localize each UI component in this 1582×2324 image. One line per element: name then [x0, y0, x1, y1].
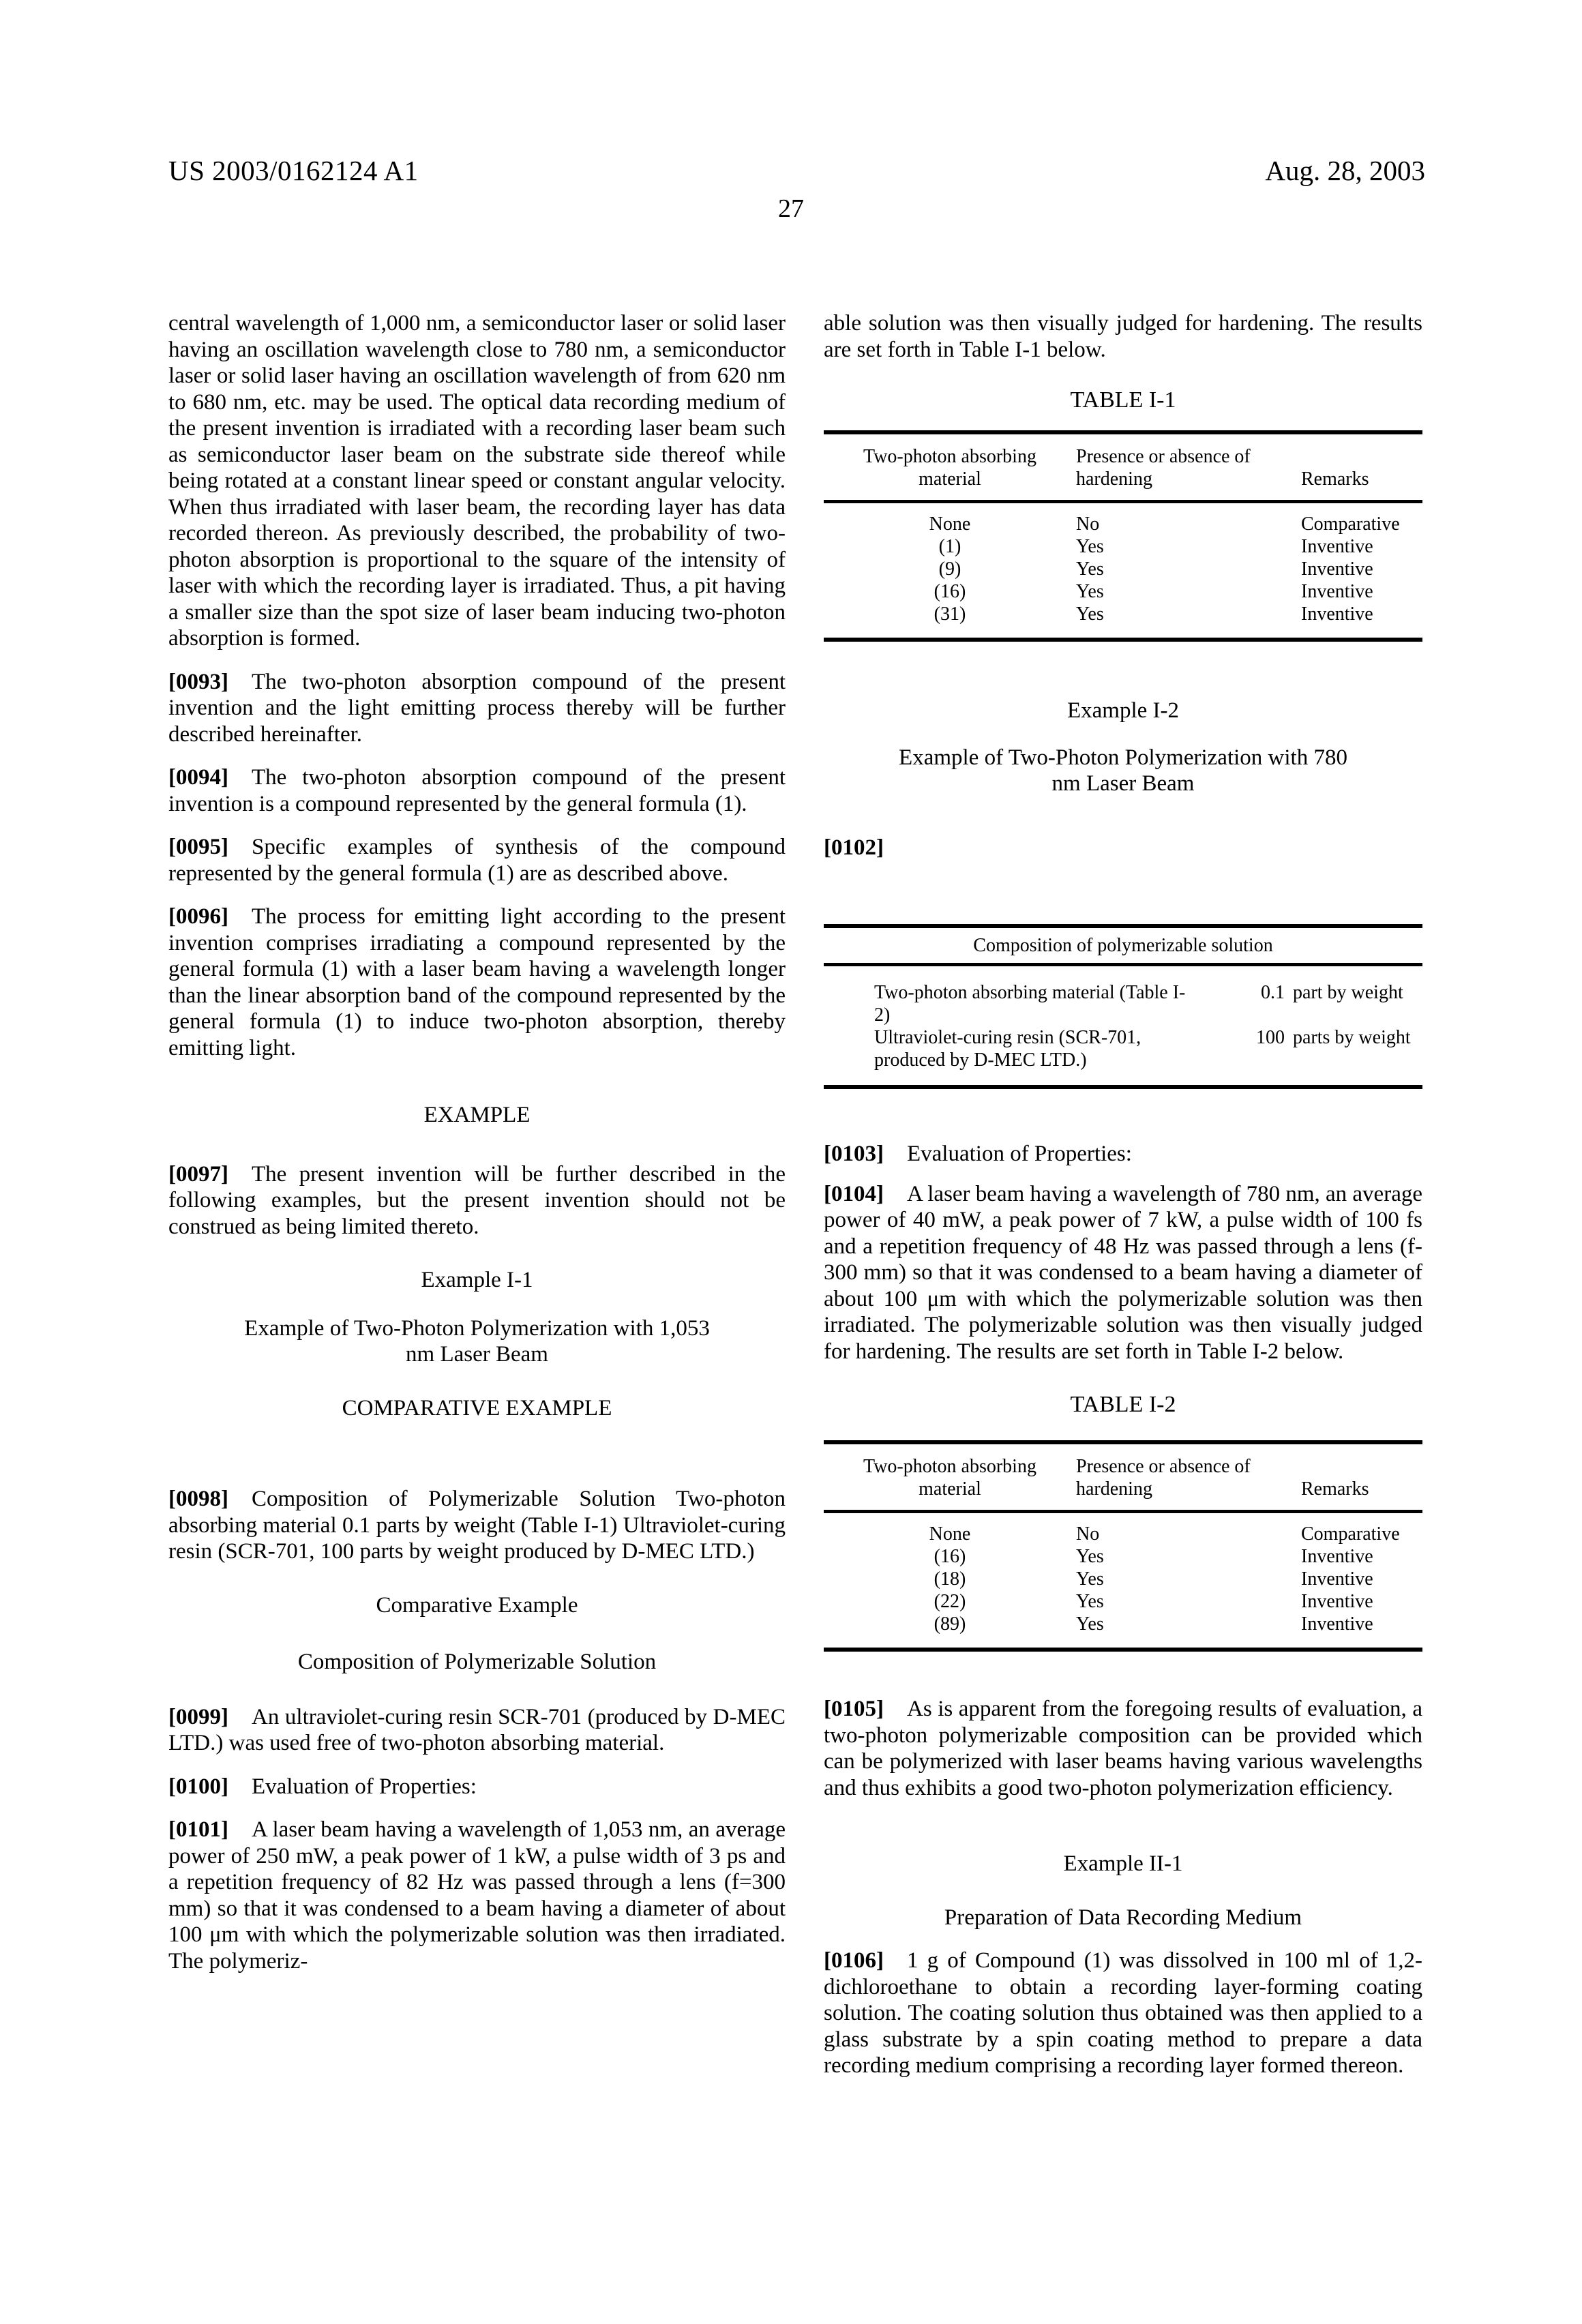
- paragraph-text: The process for emitting light according to the present invention comprises irradiating a compound represented by the general formula (1) with a laser beam having a wavelength longer than the linear absorption band of the compound represented by the general formula (1) to induce two-photon absorption, thereby emitting light.: [168, 904, 786, 1060]
- table-cell-material: (16): [934, 1546, 966, 1567]
- table-cell-remarks: Inventive: [1301, 1546, 1373, 1567]
- example-i2-subheading: [824, 745, 1422, 797]
- composition-unit: part by weight: [1293, 982, 1403, 1003]
- table-cell-remarks: Inventive: [1301, 558, 1373, 580]
- paragraph-0102: [824, 835, 1422, 861]
- subheading-line: Example of Two-Photon Polymerization with 780: [899, 745, 1347, 770]
- composition-label: Two-photon absorbing material (Table I-2): [874, 982, 1186, 1026]
- table-cell-hardening: Yes: [1076, 604, 1104, 625]
- table-cell-material: (18): [934, 1568, 966, 1590]
- paragraph-0106: [824, 1948, 1422, 2079]
- paragraph-text: As is apparent from the foregoing results of evaluation, a two-photon polymerizable composition can be provided which can be polymerized with laser beams having various wavelengths and thus exhibits a good two-photon polymerization efficiency.: [824, 1697, 1422, 1800]
- table-cell-remarks: Inventive: [1301, 604, 1373, 625]
- table-row: [824, 603, 1422, 625]
- paragraph-0104: [824, 1181, 1422, 1365]
- paragraph-text: Evaluation of Properties:: [251, 1774, 477, 1799]
- composition-value: [1247, 1026, 1411, 1049]
- paragraph-text: An ultraviolet-curing resin SCR-701 (produced by D-MEC LTD.) was used free of two-photon absorbing material.: [168, 1704, 786, 1755]
- table-cell-material: (16): [934, 581, 966, 602]
- paragraph-tag: [0104]: [824, 1181, 884, 1206]
- paragraph-tag: [0103]: [824, 1142, 884, 1166]
- paragraph-0105: [824, 1696, 1422, 1801]
- paragraph-text: The two-photon absorption compound of the present invention and the light emitting process thereby will be further described hereinafter.: [168, 669, 786, 747]
- table-i1: [824, 430, 1422, 642]
- table-cell-hardening: No: [1076, 1523, 1100, 1545]
- table-cell-hardening: No: [1076, 513, 1100, 535]
- paragraph-0097: [168, 1161, 786, 1240]
- comparative-example-heading: COMPARATIVE EXAMPLE: [342, 1395, 612, 1420]
- table-cell-hardening: Yes: [1076, 1546, 1104, 1567]
- table-cell-hardening: Yes: [1076, 581, 1104, 602]
- table-i2-header-col3: Remarks: [1301, 1478, 1369, 1500]
- table-cell-hardening: Yes: [1076, 1591, 1104, 1612]
- paragraph-0100: [168, 1774, 786, 1800]
- subheading-line: nm Laser Beam: [1051, 771, 1195, 796]
- table-i2-title: TABLE I-2: [1070, 1392, 1176, 1417]
- table-row: [824, 1613, 1422, 1635]
- paragraph-text: Specific examples of synthesis of the compound represented by the general formula (1) are as described above.: [168, 835, 786, 886]
- paragraph-tag: [0096]: [168, 904, 228, 929]
- paragraph-tag: [0095]: [168, 835, 228, 859]
- paragraph-tag: [0093]: [168, 669, 228, 694]
- composition-label: Ultraviolet-curing resin (SCR-701, produced by D-MEC LTD.): [874, 1027, 1141, 1071]
- table-i2-header-row: [824, 1444, 1422, 1513]
- example-i1-heading: Example I-1: [421, 1268, 533, 1292]
- table-i2: [824, 1440, 1422, 1652]
- paragraph-0095: [168, 834, 786, 887]
- table-cell-material: (89): [934, 1613, 966, 1635]
- paragraph-tag: [0094]: [168, 765, 228, 790]
- paragraph-tag: [0105]: [824, 1697, 884, 1721]
- subheading-line: Example of Two-Photon Polymerization with 1,053: [244, 1315, 710, 1341]
- table-cell-remarks: Inventive: [1301, 1568, 1373, 1590]
- example-i2-heading: Example I-2: [1066, 698, 1180, 723]
- paragraph-0096: [168, 904, 786, 1061]
- comparative-example-subheading: Comparative Example: [376, 1592, 578, 1618]
- example-i1-subheading: [168, 1315, 786, 1368]
- paragraph-text: A laser beam having a wavelength of 780 nm, an average power of 40 mW, a peak power of 7 kW, a pulse width of 100 fs and a repetition frequency of 48 Hz was passed through a lens (f-300 mm) so that it was condensed to a beam having a diameter of about 100 μm with which the polymerizable solution was then irradiated. The polymerizable solution was then visually judged for hardening. The results are set forth in Table I-2 below.: [824, 1181, 1422, 1364]
- composition-table-body: [824, 966, 1422, 1085]
- table-i1-header-col3: Remarks: [1301, 468, 1369, 490]
- page-number: 27: [778, 194, 804, 223]
- table-cell-material: (9): [938, 558, 961, 580]
- table-i1-body: [824, 503, 1422, 638]
- table-cell-hardening: Yes: [1076, 558, 1104, 580]
- table-row: [824, 513, 1422, 535]
- table-i1-header-col2: Presence or absence of hardening: [1076, 446, 1251, 490]
- table-row: [824, 1568, 1422, 1590]
- table-row: [824, 1523, 1422, 1545]
- example-ii1-heading: Example II-1: [1063, 1851, 1183, 1876]
- table-cell-material: (1): [938, 536, 961, 557]
- table-cell-material: (31): [934, 604, 966, 625]
- paragraph-text: Composition of Polymerizable Solution Two-photon absorbing material 0.1 parts by weight (Table I-1) Ultraviolet-curing resin (SCR-701, 100 parts by weight produced by D-MEC LTD.): [168, 1487, 786, 1564]
- table-cell-remarks: Comparative: [1301, 1523, 1400, 1545]
- paragraph-0098: [168, 1486, 786, 1565]
- composition-table-caption: Composition of polymerizable solution: [824, 928, 1422, 966]
- composition-unit: parts by weight: [1293, 1027, 1411, 1048]
- paragraph-0103: [824, 1141, 1422, 1167]
- table-cell-remarks: Comparative: [1301, 513, 1400, 535]
- composition-row: [824, 981, 1422, 1026]
- table-row: [824, 1590, 1422, 1613]
- table-cell-material: None: [929, 513, 971, 535]
- composition-solution-heading: Composition of Polymerizable Solution: [297, 1650, 657, 1674]
- table-row: [824, 558, 1422, 580]
- paragraph-text: 1 g of Compound (1) was dissolved in 100 ml of 1,2-dichloroethane to obtain a recording layer-forming coating solution. The coating solution thus obtained was then applied to a glass substrate by a spin coating method to prepare a data recording medium comprising a recording layer formed thereon.: [824, 1948, 1422, 2078]
- subheading-line: nm Laser Beam: [406, 1342, 548, 1367]
- paragraph-tag: [0102]: [824, 835, 884, 860]
- paragraph-tag: [0101]: [168, 1817, 228, 1842]
- paragraph-tag: [0099]: [168, 1704, 228, 1729]
- table-i2-body: [824, 1513, 1422, 1648]
- composition-amount: 100: [1256, 1027, 1285, 1048]
- paragraph-0099: [168, 1704, 786, 1757]
- patent-number: US 2003/0162124 A1: [168, 155, 419, 186]
- paragraph-text: The present invention will be further described in the following examples, but the present invention should not be construed as being limited thereto.: [168, 1161, 786, 1239]
- paragraph-tag: [0106]: [824, 1948, 884, 1973]
- table-cell-material: (22): [934, 1591, 966, 1612]
- table-i1-header-col1: Two-photon absorbing material: [863, 446, 1036, 490]
- table-i1-title: TABLE I-1: [1070, 387, 1176, 413]
- paragraph-0093: [168, 669, 786, 748]
- paragraph-text: Evaluation of Properties:: [906, 1142, 1132, 1166]
- composition-amount: 0.1: [1261, 982, 1285, 1003]
- table-row: [824, 1545, 1422, 1568]
- preparation-heading: Preparation of Data Recording Medium: [944, 1905, 1302, 1930]
- right-column: [824, 310, 1422, 2079]
- paragraph-tag: [0097]: [168, 1161, 228, 1187]
- table-cell-remarks: Inventive: [1301, 1613, 1373, 1635]
- table-row: [824, 580, 1422, 603]
- table-cell-remarks: Inventive: [1301, 1591, 1373, 1612]
- table-i1-header-row: [824, 434, 1422, 503]
- composition-row: [824, 1026, 1422, 1071]
- paragraph-tag: [0098]: [168, 1487, 228, 1511]
- publication-date: Aug. 28, 2003: [1265, 155, 1425, 186]
- composition-value: [1247, 981, 1403, 1004]
- paragraph-text: The two-photon absorption compound of the present invention is a compound represented by the general formula (1).: [168, 765, 786, 816]
- table-i2-header-col1: Two-photon absorbing material: [863, 1456, 1036, 1500]
- left-column: [168, 310, 786, 1974]
- continuation-paragraph: able solution was then visually judged for hardening. The results are set forth in Table I-1 below.: [824, 311, 1422, 362]
- table-cell-remarks: Inventive: [1301, 536, 1373, 557]
- paragraph-0101: [168, 1817, 786, 1974]
- intro-continuation-paragraph: central wavelength of 1,000 nm, a semiconductor laser or solid laser having an oscillation wavelength close to 780 nm, a semiconductor laser or solid laser having an oscillation wavelength of from 620 nm to 680 nm, etc. may be used. The optical data recording medium of the present invention is irradiated with a recording laser beam such as semiconductor laser beam on the substrate side thereof while being rotated at a constant linear speed or constant angular velocity. When thus irradiated with laser beam, the recording layer has data recorded thereon. As previously described, the probability of two-photon absorption is proportional to the square of the intensity of laser with which the recording layer is irradiated. Thus, a pit having a smaller size than the spot size of laser beam inducing two-photon absorption is formed.: [168, 311, 786, 651]
- table-cell-remarks: Inventive: [1301, 581, 1373, 602]
- table-i2-header-col2: Presence or absence of hardening: [1076, 1456, 1251, 1500]
- table-cell-hardening: Yes: [1076, 1613, 1104, 1635]
- composition-table: [824, 924, 1422, 1089]
- table-cell-hardening: Yes: [1076, 1568, 1104, 1590]
- paragraph-text: A laser beam having a wavelength of 1,053 nm, an average power of 250 mW, a peak power of 1 kW, a pulse width of 3 ps and a repetition frequency of 82 Hz was passed through a lens (f=300 mm) so that it was condensed to a beam having a diameter of about 100 μm with which the polymerizable solution was then irradiated. The polymeriz-: [168, 1817, 786, 1973]
- paragraph-0094: [168, 764, 786, 817]
- example-section-heading: EXAMPLE: [423, 1103, 531, 1127]
- table-row: [824, 535, 1422, 558]
- table-cell-hardening: Yes: [1076, 536, 1104, 557]
- table-cell-material: None: [929, 1523, 971, 1545]
- paragraph-tag: [0100]: [168, 1774, 228, 1799]
